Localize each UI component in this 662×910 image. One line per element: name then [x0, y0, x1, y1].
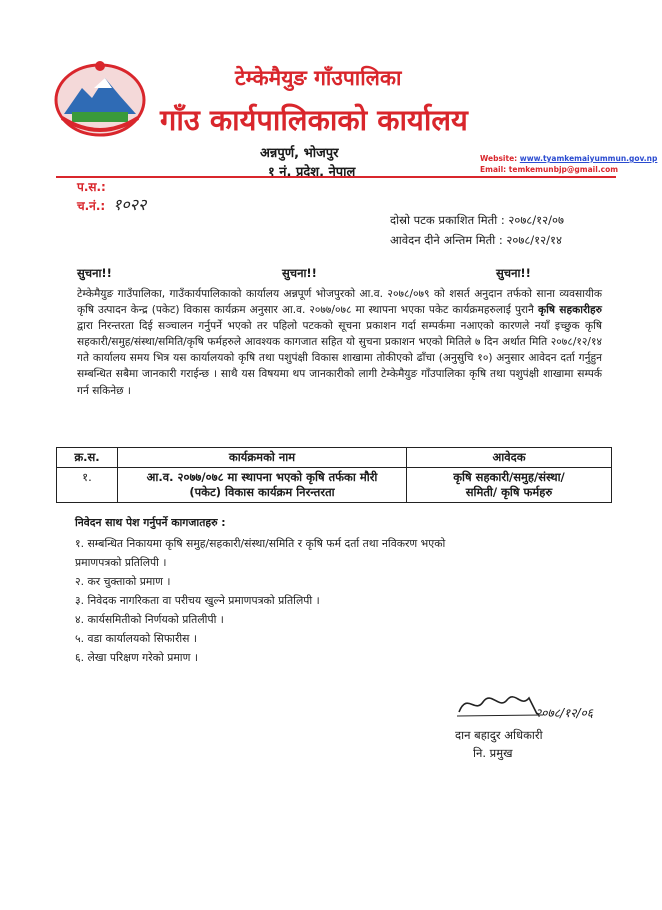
list-item: २. कर चुक्ताको प्रमाण । — [75, 575, 171, 588]
nepal-emblem-icon — [50, 58, 150, 140]
header-applicant: आवेदक — [407, 448, 612, 468]
chn-label: च.नं.: — [77, 199, 106, 213]
signature-scribble-icon — [455, 688, 545, 720]
ps-label: प.स.: — [77, 180, 106, 194]
notice-heading-left: सुचना!! — [77, 266, 112, 280]
list-item: ५. वडा कार्यालयको सिफारीस । — [75, 632, 197, 645]
table-header-row — [57, 448, 612, 468]
website-label: Website: — [480, 154, 518, 163]
address-line-1: अन्नपुर्ण, भोजपुर — [260, 146, 339, 161]
list-item: १. सम्बन्धित निकायमा कृषि समुह/सहकारी/संस्था/समिति र कृषि फर्म दर्ता तथा नविकरण भएको — [75, 537, 446, 550]
paragraph-bold-text: कृषि सहकारीहरु — [537, 304, 602, 317]
chn-handwritten: १०२२ — [113, 195, 147, 214]
cell-sn: १. — [57, 468, 118, 503]
list-item: ४. कार्यसमितीको निर्णयको प्रतिलीपी । — [75, 613, 224, 626]
published-date: दोस्रो पटक प्रकाशित मिती : २०७८/१२/०७ — [390, 213, 564, 227]
list-item: ६. लेखा परिक्षण गरेको प्रमाण । — [75, 651, 198, 664]
table-row — [57, 468, 612, 503]
notice-heading-right: सुचना!! — [496, 266, 531, 280]
program-line-1: आ.व. २०७७/०७८ मा स्थापना भएको कृषि तर्फका मौरी — [146, 470, 378, 484]
applicant-line-1: कृषि सहकारी/समुह/संस्था/ — [453, 470, 565, 484]
program-table — [56, 447, 612, 503]
notice-heading-center: सुचना!! — [282, 266, 317, 280]
cell-applicant — [407, 468, 612, 503]
email-line — [480, 165, 618, 174]
notice-paragraph — [77, 286, 602, 399]
address-line-2: १ नं. प्रदेश, नेपाल — [268, 165, 356, 180]
email-label: Email: — [480, 165, 507, 174]
header-divider — [56, 176, 616, 178]
applicant-line-2: समिती/ कृषि फर्महरु — [465, 485, 553, 499]
signatory-name: दान बहादुर अधिकारी — [455, 728, 543, 742]
paragraph-text-1: टेम्केमैयुङ गाउँपालिका, गाउँकार्यपालिकाको कार्यालय अन्नपूर्ण भोजपुरको आ.व. २०७८/०७९ को शसर्त अनुदान तर्फको साना व्यवसायीक कृषि उत्पादन केन्द्र (पकेट) विकास कार्यक्रम अनुसार आ.व. २०७७/०७८ मा स्थापना भएका पकेट कार्यक्रमहरुलाई पुरानै — [77, 288, 602, 317]
header-sn: क्र.स. — [57, 448, 118, 468]
header-program: कार्यक्रमको नाम — [118, 448, 407, 468]
email-value: temkemunbjp@gmail.com — [508, 165, 619, 174]
list-item: ३. निवेदक नागरिकता वा परीचय खुल्ने प्रमाणपत्रको प्रतिलिपी । — [75, 594, 320, 607]
signatory-title: नि. प्रमुख — [473, 746, 513, 760]
paragraph-text-2: द्वारा निरन्तरता दिई सञ्चालन गर्नुपर्ने भएको तर पहिलो पटकको सूचना प्रकाशन गर्दा सम्पर्कमा नआएको कारणले नयाँ इच्छुक कृषि सहकारी/समुह/संस्था/समिति/कृषि फर्महरुले आवश्यक कागजात सहित यो सुचना प्रकाशन भएको मितिले ७ दिन अर्थात मिति २०७८/१२/१४ गते कार्यालय समय भित्र यस कार्यालयको कृषि तथा पशुपंक्षी विकास शाखामा तोकीएको ढाँचा (अनुसुचि १०) अनुसार आवेदन दर्ता गर्नुहुन सम्बन्धित सबैमा जानकारी गराईन्छ । साथै यस विषयमा थप जानकारीको लागी टेम्केमैयुङ गाँउपालिका कृषि तथा पशुपंक्षी शाखामा सम्पर्क गर्न सकिनेछ । — [77, 320, 602, 397]
signature-date: २०७८/१२/०६ — [535, 706, 594, 720]
deadline-date: आवेदन दीने अन्तिम मिती : २०७८/१२/१४ — [390, 233, 562, 247]
website-link[interactable]: www.tyamkemaiyummun.gov.np — [519, 154, 658, 163]
website-line — [480, 154, 657, 163]
office-name-small: टेम्केमैयुङ गाँउपालिका — [235, 66, 402, 90]
office-name-large: गाँउ कार्यपालिकाको कार्यालय — [160, 103, 468, 137]
list-item: प्रमाणपत्रको प्रतिलिपी । — [75, 556, 167, 569]
cell-program — [118, 468, 407, 503]
documents-heading: निवेदन साथ पेश गर्नुपर्ने कागजातहरु : — [75, 516, 226, 529]
program-line-2: (पकेट) विकास कार्यक्रम निरन्तरता — [189, 485, 335, 499]
